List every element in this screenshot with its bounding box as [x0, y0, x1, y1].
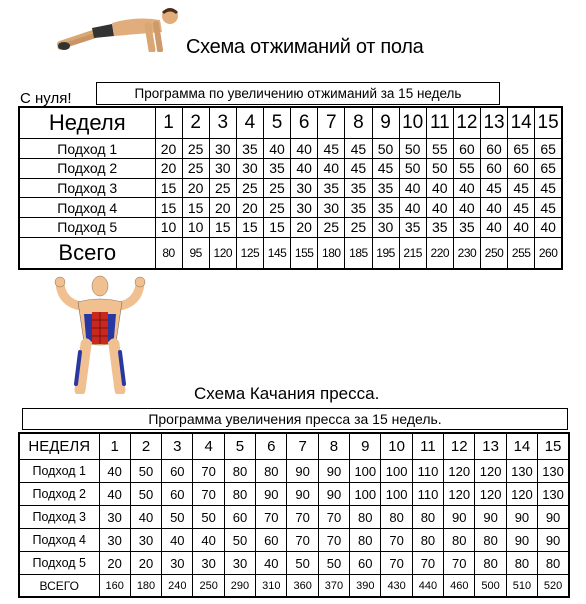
- total-count: 95: [182, 237, 209, 269]
- rep-count: 80: [412, 506, 443, 529]
- rep-count: 40: [318, 158, 345, 178]
- pushup-man-illustration: [56, 4, 186, 52]
- rep-count: 80: [538, 552, 569, 575]
- rep-count: 20: [130, 552, 161, 575]
- table-row: [19, 178, 562, 198]
- week-number: 10: [399, 107, 426, 139]
- rep-count: 90: [444, 506, 475, 529]
- rep-count: 90: [538, 529, 569, 552]
- total-count: 145: [264, 237, 291, 269]
- abs-header-row: [19, 433, 569, 460]
- week-number: 5: [264, 107, 291, 139]
- rep-count: 30: [318, 198, 345, 218]
- rep-count: 70: [412, 552, 443, 575]
- rep-count: 35: [345, 178, 372, 198]
- rep-count: 110: [412, 483, 443, 506]
- week-number: 12: [444, 433, 475, 460]
- rep-count: 50: [130, 460, 161, 483]
- rep-count: 70: [287, 506, 318, 529]
- rep-count: 40: [535, 217, 562, 237]
- rep-count: 50: [426, 158, 453, 178]
- pushups-program-caption: Программа по увеличению отжиманий за 15 недель: [96, 82, 500, 105]
- set-label: Подход 5: [19, 552, 99, 575]
- rep-count: 80: [412, 529, 443, 552]
- table-row: [19, 139, 562, 159]
- rep-count: 40: [99, 483, 130, 506]
- rep-count: 20: [182, 178, 209, 198]
- total-count: 250: [481, 237, 508, 269]
- total-count: 185: [345, 237, 372, 269]
- rep-count: 55: [453, 158, 480, 178]
- rep-count: 55: [426, 139, 453, 159]
- rep-count: 50: [130, 483, 161, 506]
- rep-count: 20: [209, 198, 236, 218]
- week-number: 7: [287, 433, 318, 460]
- total-count: 160: [99, 575, 130, 597]
- rep-count: 20: [155, 158, 182, 178]
- rep-count: 120: [475, 483, 506, 506]
- rep-count: 50: [162, 506, 193, 529]
- rep-count: 80: [475, 529, 506, 552]
- rep-count: 40: [508, 217, 535, 237]
- set-label: Подход 2: [19, 483, 99, 506]
- rep-count: 25: [236, 178, 263, 198]
- rep-count: 60: [162, 460, 193, 483]
- rep-count: 60: [224, 506, 255, 529]
- table-row: [19, 198, 562, 218]
- rep-count: 35: [264, 158, 291, 178]
- week-number: 15: [535, 107, 562, 139]
- week-number: 4: [193, 433, 224, 460]
- rep-count: 35: [372, 198, 399, 218]
- total-count: 215: [399, 237, 426, 269]
- rep-count: 45: [508, 198, 535, 218]
- rep-count: 80: [506, 552, 537, 575]
- week-number: 9: [372, 107, 399, 139]
- week-number: 7: [318, 107, 345, 139]
- rep-count: 70: [193, 460, 224, 483]
- rep-count: 25: [264, 198, 291, 218]
- pushups-total-row: [19, 237, 562, 269]
- rep-count: 70: [318, 529, 349, 552]
- rep-count: 80: [224, 460, 255, 483]
- total-label: Всего: [19, 237, 155, 269]
- rep-count: 30: [130, 529, 161, 552]
- rep-count: 35: [426, 217, 453, 237]
- rep-count: 120: [444, 460, 475, 483]
- week-number: 8: [345, 107, 372, 139]
- week-number: 2: [182, 107, 209, 139]
- total-count: 510: [506, 575, 537, 597]
- rep-count: 40: [453, 178, 480, 198]
- set-label: Подход 1: [19, 139, 155, 159]
- rep-count: 30: [291, 178, 318, 198]
- total-count: 500: [475, 575, 506, 597]
- rep-count: 40: [291, 158, 318, 178]
- rep-count: 25: [182, 139, 209, 159]
- rep-count: 45: [345, 158, 372, 178]
- rep-count: 60: [256, 529, 287, 552]
- rep-count: 65: [535, 158, 562, 178]
- table-row: [19, 529, 569, 552]
- total-count: 390: [350, 575, 381, 597]
- rep-count: 50: [318, 552, 349, 575]
- rep-count: 110: [412, 460, 443, 483]
- week-number: 2: [130, 433, 161, 460]
- table-row: [19, 483, 569, 506]
- rep-count: 30: [99, 506, 130, 529]
- rep-count: 25: [345, 217, 372, 237]
- week-number: 12: [453, 107, 480, 139]
- from-zero-label: С нуля!: [20, 90, 72, 107]
- total-count: 220: [426, 237, 453, 269]
- table-row: [19, 552, 569, 575]
- rep-count: 40: [399, 178, 426, 198]
- total-count: 360: [287, 575, 318, 597]
- rep-count: 30: [236, 158, 263, 178]
- rep-count: 60: [350, 552, 381, 575]
- rep-count: 90: [287, 460, 318, 483]
- week-label: Неделя: [19, 107, 155, 139]
- rep-count: 20: [236, 198, 263, 218]
- rep-count: 50: [372, 139, 399, 159]
- rep-count: 60: [508, 158, 535, 178]
- rep-count: 40: [256, 552, 287, 575]
- total-count: 290: [224, 575, 255, 597]
- rep-count: 15: [209, 217, 236, 237]
- rep-count: 130: [538, 483, 569, 506]
- rep-count: 50: [224, 529, 255, 552]
- rep-count: 15: [155, 178, 182, 198]
- rep-count: 65: [508, 139, 535, 159]
- rep-count: 80: [475, 552, 506, 575]
- rep-count: 40: [399, 198, 426, 218]
- week-number: 4: [236, 107, 263, 139]
- rep-count: 30: [99, 529, 130, 552]
- rep-count: 35: [453, 217, 480, 237]
- table-row: [19, 158, 562, 178]
- total-count: 310: [256, 575, 287, 597]
- rep-count: 45: [345, 139, 372, 159]
- rep-count: 45: [318, 139, 345, 159]
- rep-count: 70: [256, 506, 287, 529]
- rep-count: 30: [209, 139, 236, 159]
- rep-count: 15: [182, 198, 209, 218]
- rep-count: 70: [444, 552, 475, 575]
- table-row: [19, 217, 562, 237]
- week-number: 14: [508, 107, 535, 139]
- rep-count: 30: [372, 217, 399, 237]
- week-number: 3: [162, 433, 193, 460]
- rep-count: 70: [381, 552, 412, 575]
- table-row: [19, 460, 569, 483]
- total-count: 460: [444, 575, 475, 597]
- rep-count: 90: [256, 483, 287, 506]
- total-count: 520: [538, 575, 569, 597]
- total-count: 195: [372, 237, 399, 269]
- rep-count: 80: [350, 529, 381, 552]
- week-label: НЕДЕЛЯ: [19, 433, 99, 460]
- rep-count: 35: [318, 178, 345, 198]
- rep-count: 80: [350, 506, 381, 529]
- total-count: 125: [236, 237, 263, 269]
- set-label: Подход 1: [19, 460, 99, 483]
- rep-count: 100: [350, 483, 381, 506]
- rep-count: 80: [444, 529, 475, 552]
- rep-count: 60: [453, 139, 480, 159]
- total-count: 430: [381, 575, 412, 597]
- week-number: 3: [209, 107, 236, 139]
- rep-count: 40: [426, 198, 453, 218]
- pushups-table: [18, 106, 563, 270]
- rep-count: 80: [381, 506, 412, 529]
- total-count: 370: [318, 575, 349, 597]
- rep-count: 100: [381, 460, 412, 483]
- rep-count: 45: [535, 178, 562, 198]
- rep-count: 20: [155, 139, 182, 159]
- rep-count: 45: [508, 178, 535, 198]
- total-count: 440: [412, 575, 443, 597]
- pushups-title: Схема отжиманий от пола: [186, 36, 424, 58]
- rep-count: 30: [193, 552, 224, 575]
- week-number: 14: [506, 433, 537, 460]
- rep-count: 40: [193, 529, 224, 552]
- week-number: 13: [475, 433, 506, 460]
- set-label: Подход 3: [19, 506, 99, 529]
- rep-count: 50: [193, 506, 224, 529]
- week-number: 6: [256, 433, 287, 460]
- rep-count: 25: [264, 178, 291, 198]
- rep-count: 100: [350, 460, 381, 483]
- rep-count: 90: [318, 483, 349, 506]
- rep-count: 130: [538, 460, 569, 483]
- week-number: 13: [481, 107, 508, 139]
- week-number: 11: [412, 433, 443, 460]
- rep-count: 70: [318, 506, 349, 529]
- abs-total-row: [19, 575, 569, 597]
- rep-count: 50: [399, 139, 426, 159]
- set-label: Подход 4: [19, 198, 155, 218]
- abs-title: Схема Качания пресса.: [194, 384, 380, 403]
- week-number: 9: [350, 433, 381, 460]
- rep-count: 90: [506, 506, 537, 529]
- rep-count: 120: [444, 483, 475, 506]
- rep-count: 10: [182, 217, 209, 237]
- total-count: 155: [291, 237, 318, 269]
- rep-count: 70: [287, 529, 318, 552]
- week-number: 5: [224, 433, 255, 460]
- rep-count: 10: [155, 217, 182, 237]
- total-count: 180: [318, 237, 345, 269]
- rep-count: 25: [182, 158, 209, 178]
- rep-count: 80: [256, 460, 287, 483]
- abs-program-caption: Программа увеличения пресса за 15 недель.: [22, 408, 568, 430]
- total-count: 180: [130, 575, 161, 597]
- rep-count: 70: [381, 529, 412, 552]
- set-label: Подход 3: [19, 178, 155, 198]
- rep-count: 45: [372, 158, 399, 178]
- rep-count: 45: [535, 198, 562, 218]
- week-number: 11: [426, 107, 453, 139]
- week-number: 10: [381, 433, 412, 460]
- rep-count: 90: [287, 483, 318, 506]
- week-number: 1: [99, 433, 130, 460]
- rep-count: 35: [372, 178, 399, 198]
- rep-count: 40: [162, 529, 193, 552]
- week-number: 8: [318, 433, 349, 460]
- rep-count: 15: [155, 198, 182, 218]
- total-label: ВСЕГО: [19, 575, 99, 597]
- week-number: 15: [538, 433, 569, 460]
- rep-count: 130: [506, 460, 537, 483]
- rep-count: 80: [224, 483, 255, 506]
- total-count: 260: [535, 237, 562, 269]
- total-count: 80: [155, 237, 182, 269]
- rep-count: 90: [538, 506, 569, 529]
- rep-count: 90: [506, 529, 537, 552]
- set-label: Подход 4: [19, 529, 99, 552]
- rep-count: 45: [481, 178, 508, 198]
- rep-count: 90: [318, 460, 349, 483]
- rep-count: 60: [481, 158, 508, 178]
- total-count: 255: [508, 237, 535, 269]
- rep-count: 40: [453, 198, 480, 218]
- rep-count: 65: [535, 139, 562, 159]
- rep-count: 120: [506, 483, 537, 506]
- rep-count: 40: [264, 139, 291, 159]
- week-number: 1: [155, 107, 182, 139]
- rep-count: 30: [162, 552, 193, 575]
- rep-count: 60: [481, 139, 508, 159]
- rep-count: 30: [291, 198, 318, 218]
- abs-man-illustration: [50, 272, 150, 394]
- week-number: 6: [291, 107, 318, 139]
- rep-count: 40: [99, 460, 130, 483]
- table-row: [19, 506, 569, 529]
- rep-count: 40: [426, 178, 453, 198]
- rep-count: 35: [399, 217, 426, 237]
- rep-count: 30: [224, 552, 255, 575]
- rep-count: 20: [99, 552, 130, 575]
- abs-table: [18, 432, 570, 598]
- set-label: Подход 2: [19, 158, 155, 178]
- total-count: 120: [209, 237, 236, 269]
- rep-count: 100: [381, 483, 412, 506]
- rep-count: 120: [475, 460, 506, 483]
- rep-count: 15: [264, 217, 291, 237]
- total-count: 230: [453, 237, 480, 269]
- rep-count: 50: [287, 552, 318, 575]
- rep-count: 50: [399, 158, 426, 178]
- rep-count: 20: [291, 217, 318, 237]
- pushups-header-row: [19, 107, 562, 139]
- rep-count: 35: [236, 139, 263, 159]
- rep-count: 40: [291, 139, 318, 159]
- rep-count: 40: [481, 217, 508, 237]
- rep-count: 90: [475, 506, 506, 529]
- rep-count: 40: [130, 506, 161, 529]
- rep-count: 70: [193, 483, 224, 506]
- rep-count: 40: [481, 198, 508, 218]
- rep-count: 15: [236, 217, 263, 237]
- total-count: 250: [193, 575, 224, 597]
- set-label: Подход 5: [19, 217, 155, 237]
- rep-count: 60: [162, 483, 193, 506]
- rep-count: 30: [209, 158, 236, 178]
- total-count: 240: [162, 575, 193, 597]
- rep-count: 35: [345, 198, 372, 218]
- rep-count: 25: [318, 217, 345, 237]
- rep-count: 25: [209, 178, 236, 198]
